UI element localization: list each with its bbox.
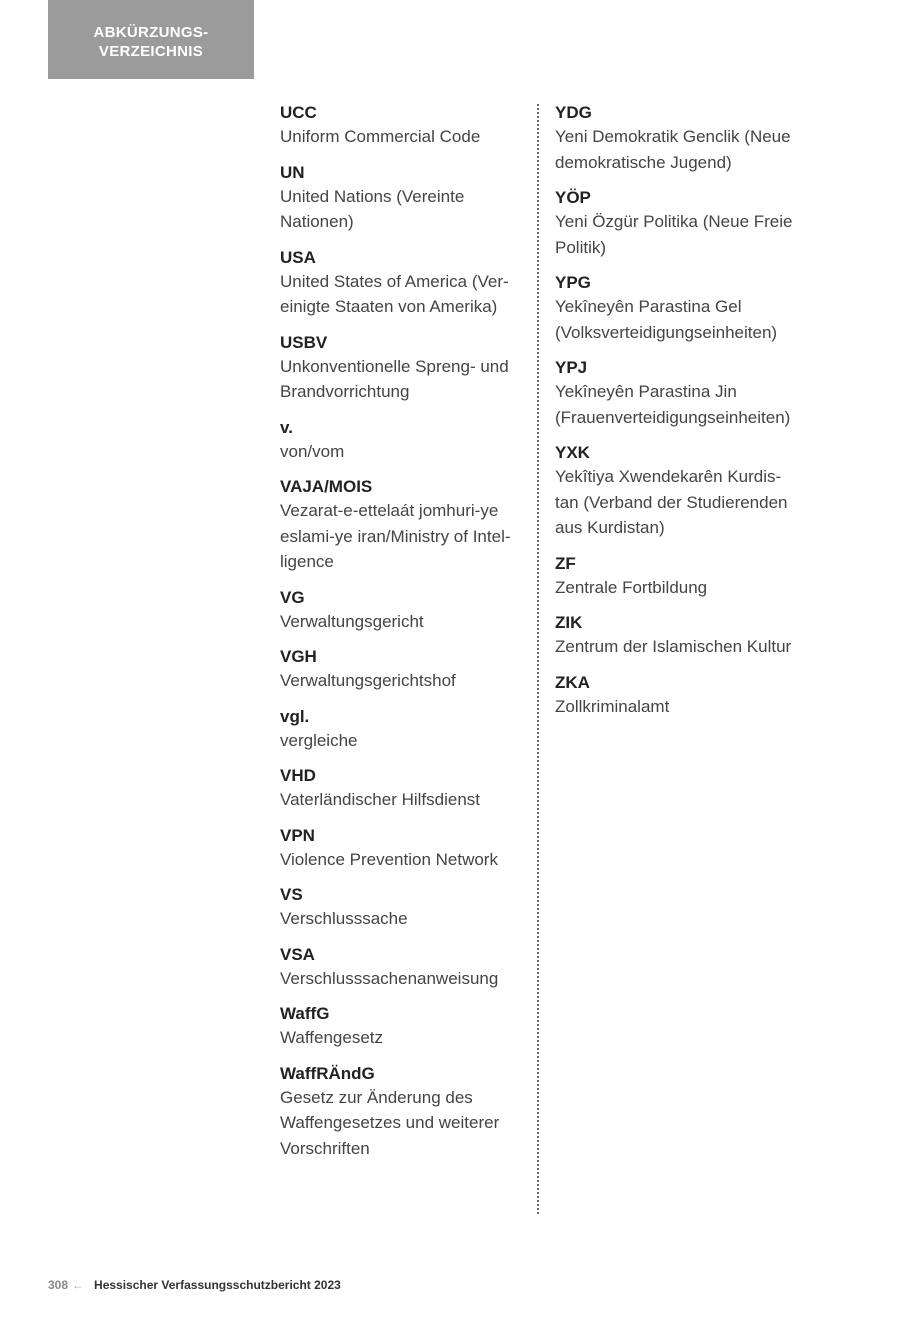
definition: United States of America (Ver- einigte Staaten von Amerika) — [280, 271, 509, 316]
list-item — [280, 645, 528, 694]
list-item — [280, 331, 528, 405]
list-item — [555, 441, 805, 541]
abbreviation: VAJA/MOIS — [280, 477, 373, 496]
definition: Verschlusssache — [280, 909, 408, 928]
list-item — [555, 356, 805, 430]
definition: Zollkriminalamt — [555, 696, 670, 716]
abbreviation: VG — [280, 587, 305, 607]
arrow-left-icon[interactable]: ← — [72, 1278, 85, 1292]
list-item — [280, 1002, 528, 1051]
section-title-line2: VERZEICHNIS — [98, 42, 204, 60]
list-item — [280, 824, 528, 873]
abbreviation: ZIK — [555, 613, 583, 632]
list-item — [280, 1062, 528, 1162]
abbreviation: VPN — [280, 825, 315, 845]
list-item — [555, 671, 805, 720]
abbreviation: YÖP — [555, 188, 591, 207]
page-footer — [48, 1278, 341, 1292]
publication-title: Hessischer Verfassungsschutzbericht 2023 — [94, 1278, 341, 1292]
definition: Uniform Commercial Code — [280, 127, 481, 146]
definition: Zentrale Fortbildung — [555, 577, 708, 597]
abbreviation: ZF — [555, 553, 576, 573]
definition: Yekîneyên Parastina Gel (Volksverteidigungseinheiten) — [555, 297, 778, 342]
list-item — [555, 611, 805, 660]
abbreviation: VS — [280, 885, 303, 904]
list-item — [555, 186, 805, 260]
page-number: 308 — [48, 1278, 69, 1292]
list-item — [280, 883, 528, 932]
section-tab — [48, 0, 254, 79]
list-item — [280, 416, 528, 465]
abbreviation-list-left — [280, 101, 528, 1172]
list-item — [280, 101, 528, 150]
definition: Verwaltungsgericht — [280, 611, 424, 631]
abbreviation: WaffRÄndG — [280, 1063, 375, 1083]
abbreviation: USBV — [280, 332, 328, 352]
definition: von/vom — [280, 441, 345, 461]
abbreviation: VGH — [280, 647, 317, 666]
abbreviation: UCC — [280, 103, 317, 122]
list-item — [280, 161, 528, 235]
definition: Verwaltungsgerichtshof — [280, 671, 456, 690]
abbreviation: YPG — [555, 273, 591, 292]
definition: Gesetz zur Änderung des Waffengesetzes und weiterer Vorschriften — [280, 1087, 500, 1158]
abbreviation: YPJ — [555, 358, 588, 377]
list-item — [555, 552, 805, 601]
list-item — [280, 586, 528, 635]
abbreviation-list-right — [555, 101, 805, 730]
abbreviation: YDG — [555, 103, 592, 122]
definition: Violence Prevention Network — [280, 849, 498, 869]
abbreviation: VSA — [280, 944, 315, 964]
abbreviation: WaffG — [280, 1004, 330, 1023]
definition: Yekîneyên Parastina Jin (Frauenverteidigungseinheiten) — [555, 382, 791, 427]
definition: Vezarat-e-ettelaát jomhuri-ye eslami-ye iran/Ministry of Intel- ligence — [280, 501, 511, 571]
list-item — [555, 271, 805, 345]
abbreviation: vgl. — [280, 706, 310, 726]
list-item — [280, 764, 528, 813]
abbreviation: UN — [280, 162, 305, 182]
abbreviation: USA — [280, 247, 316, 267]
definition: Unkonventionelle Spreng- und Brandvorrichtung — [280, 356, 509, 401]
list-item — [555, 101, 805, 175]
definition: Verschlusssachenanweisung — [280, 968, 499, 988]
abbreviation: ZKA — [555, 672, 590, 692]
definition: Yeni Özgür Politika (Neue Freie Politik) — [555, 212, 793, 257]
definition: Waffengesetz — [280, 1028, 384, 1047]
list-item — [280, 943, 528, 992]
definition: Yekîtiya Xwendekarên Kurdis- tan (Verband der Studierenden aus Kurdistan) — [555, 467, 788, 537]
definition: United Nations (Vereinte Nationen) — [280, 186, 465, 231]
definition: Yeni Demokratik Genclik (Neue demokratische Jugend) — [555, 127, 791, 172]
abbreviation: YXK — [555, 443, 590, 462]
list-item — [280, 705, 528, 754]
section-title-line1: ABKÜRZUNGS- — [93, 23, 209, 41]
definition: vergleiche — [280, 730, 358, 750]
list-item — [280, 475, 528, 575]
definition: Vaterländischer Hilfsdienst — [280, 790, 480, 809]
abbreviation: v. — [280, 417, 293, 437]
list-item — [280, 246, 528, 320]
abbreviation: VHD — [280, 766, 316, 785]
definition: Zentrum der Islamischen Kultur — [555, 637, 792, 656]
column-divider — [537, 104, 539, 1214]
